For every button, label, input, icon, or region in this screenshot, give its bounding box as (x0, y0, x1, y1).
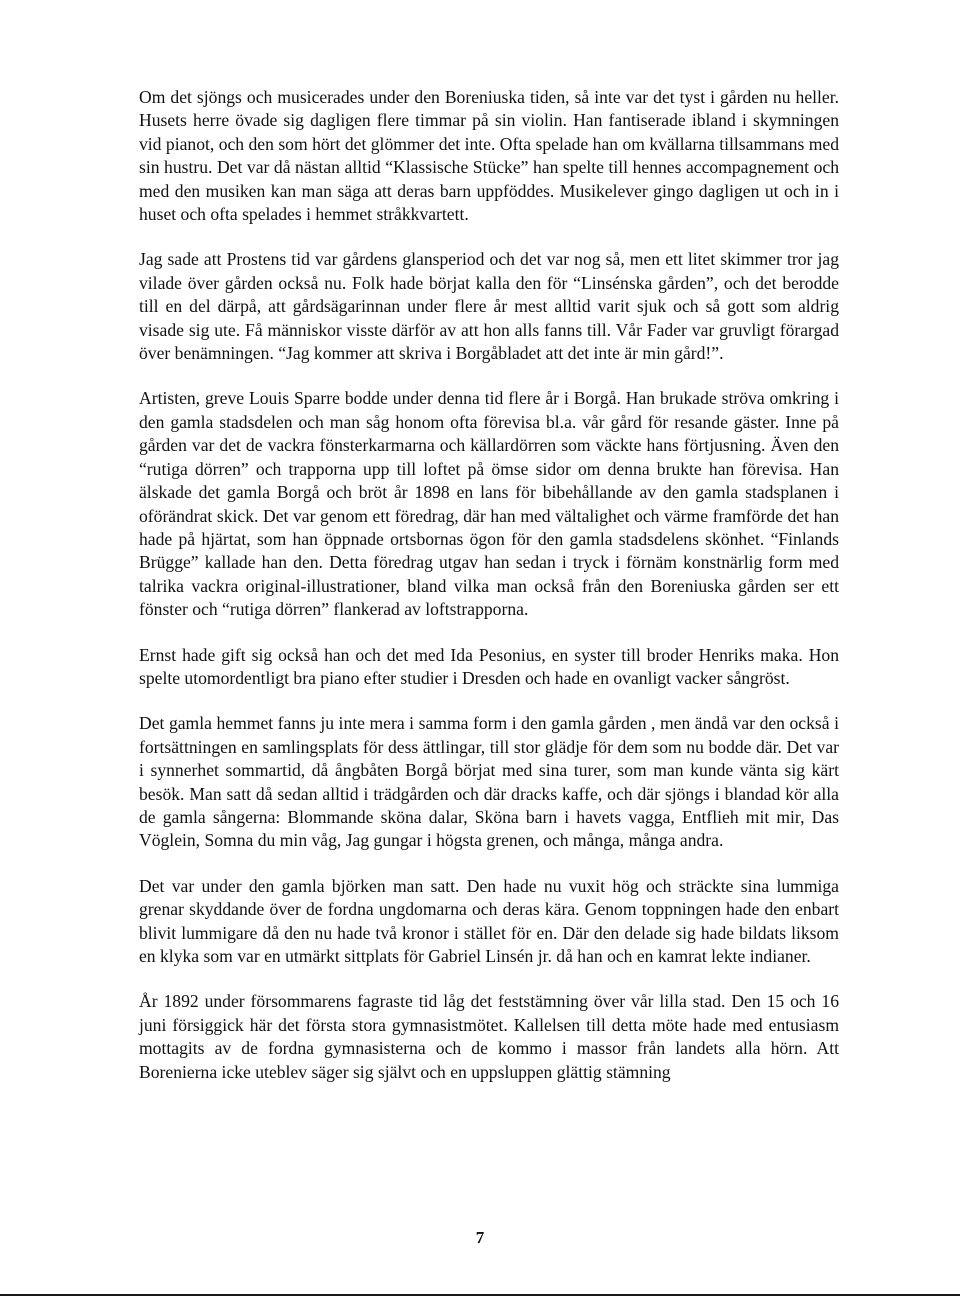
page-number: 7 (475, 1228, 485, 1247)
paragraph: Det var under den gamla björken man satt. Den hade nu vuxit hög och sträckte sina lummiga grenar skyddande över de fordna ungdomarna och deras kära. Genom toppningen hade den enbart blivit lummigare då den nu hade två kronor i stället för en. Där den delade sig hade bildats liksom en klyka som var en utmärkt sittplats för Gabriel Linsén jr. då han och en kamrat lekte indianer. (139, 875, 839, 966)
paragraph: Det gamla hemmet fanns ju inte mera i samma form i den gamla gården , men ändå var den också i fortsättningen en samlingsplats för dess ättlingar, till stor glädje för dem som nu bodde där. Det var i synnerhet sommartid, då ångbåten Borgå börjat med sina turer, som man kunde vänta sig kärt besök. Man satt då sedan alltid i trädgården och där dracks kaffe, och där sjöngs i blandad kör alla de gamla sångerna: Blommande sköna dalar, Sköna barn i havets vagga, Entflieh mit mir, Das Vöglein, Somna du min våg, Jag gungar i högsta grenen, och många, många andra. (139, 713, 839, 851)
paragraph: År 1892 under försommarens fagraste tid låg det feststämning över vår lilla stad. Den 15 och 16 juni försiggick här det första stora gymnasistmötet. Kallelsen till detta möte hade med entusiasm mottagits av de fordna gymnasisterna och de kommo i massor från landets alla hörn. Att Borenierna icke uteblev säger sig självt och en uppsluppen glättig stämning (139, 991, 839, 1082)
footer-rule (0, 1294, 960, 1296)
paragraph: Om det sjöngs och musicerades under den Boreniuska tiden, så inte var det tyst i gården nu heller. Husets herre övade sig dagligen flere timmar på sin violin. Han fantiserade ibland i skymningen vid pianot, och den som hört det glömmer det inte. Ofta spelade han om kvällarna tillsammans med sin hustru. Det var då nästan alltid “Klassische Stücke” han spelte till hennes accompagnement och med den musiken kan man säga att deras barn uppföddes. Musikelever gingo dagligen ut och in i huset och ofta spelades i hemmet stråkkvartett. (139, 87, 839, 225)
paragraph: Artisten, greve Louis Sparre bodde under denna tid flere år i Borgå. Han brukade ströva omkring i den gamla stadsdelen och man såg honom ofta förevisa bl.a. vår gård för resande gäster. Inne på gården var det de vackra fönsterkarmarna och källardörren som väckte hans förtjusning. Även den “rutiga dörren” och trapporna upp till loftet på ömse sidor om denna brukte han förevisa. Han älskade det gamla Borgå och bröt år 1898 en lans för bibehållande av den gamla stadsplanen i oförändrat skick. Det var genom ett föredrag, där han med vältalighet och värme framförde det han hade på hjärtat, som han öppnade ortsbornas ögon för den gamla stadsdelens skönhet. “Finlands Brügge” kallade han den. Detta föredrag utgav han sedan i tryck i förnäm konstnärlig form med talrika vackra original-illustrationer, bland vilka man också från den Boreniuska gården ser ett fönster och “rutiga dörren” flankerad av loftstrapporna. (139, 388, 839, 620)
paragraph: Ernst hade gift sig också han och det med Ida Pesonius, en syster till broder Henriks maka. Hon spelte utomordentligt bra piano efter studier i Dresden och hade en ovanligt vacker sångröst. (139, 644, 839, 688)
paragraph: Jag sade att Prostens tid var gårdens glansperiod och det var nog så, men ett litet skimmer tror jag vilade över gården också nu. Folk hade börjat kalla den för “Linsénska gården”, och det berodde till en del därpå, att gårdsägarinnan under flere år mest alltid varit sjuk och så gott som aldrig visade sig ute. Få människor visste därför av att hon alls fanns till. Vår Fader var gruvligt förargad över benämningen. “Jag kommer att skriva i Borgåbladet att det inte är min gård!”. (139, 249, 839, 364)
body-text (139, 86, 839, 1106)
